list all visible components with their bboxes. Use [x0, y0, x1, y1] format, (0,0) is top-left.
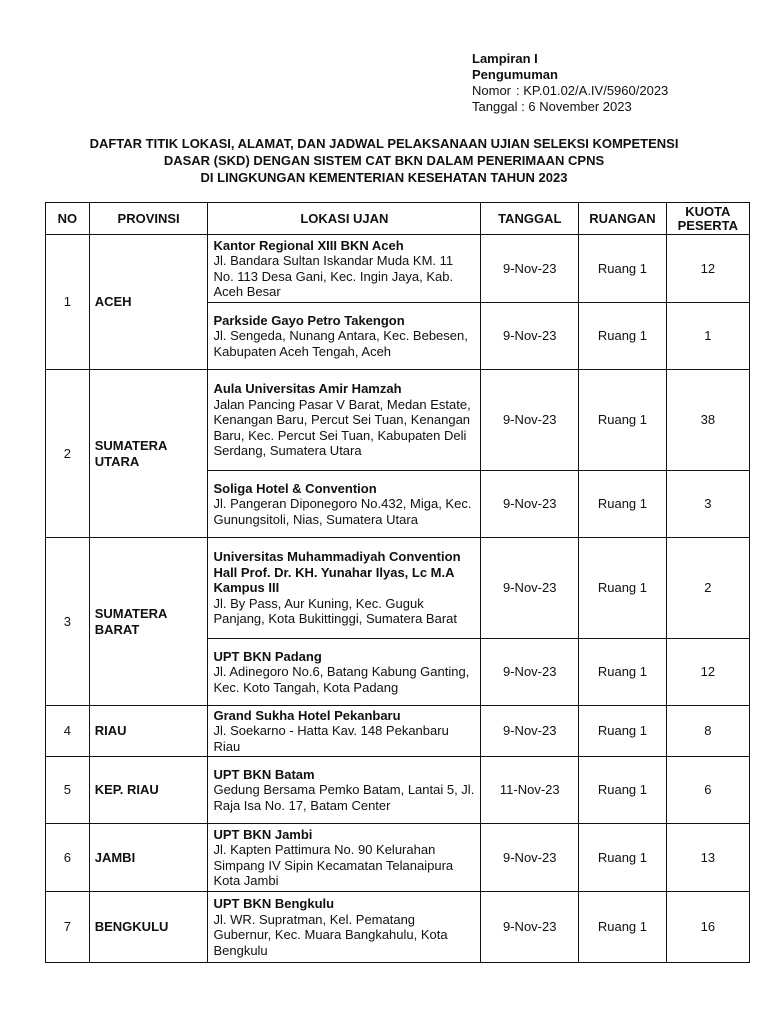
cell-no: 6 [46, 824, 90, 892]
cell-lokasi [208, 538, 481, 639]
table-row [46, 538, 750, 639]
location-name: Kantor Regional XIII BKN Aceh [213, 237, 404, 253]
document-title [0, 135, 768, 186]
cell-ruangan: Ruang 1 [579, 471, 666, 538]
location-address: Jl. WR. Supratman, Kel. Pematang Gubernur, Kec. Muara Bangkahulu, Kota Bengkulu [213, 911, 448, 958]
cell-ruangan: Ruang 1 [579, 706, 666, 757]
header-kuota: KUOTA PESERTA [666, 203, 749, 235]
location-address: Jl. Bandara Sultan Iskandar Muda KM. 11 No. 113 Desa Gani, Kec. Ingin Jaya, Kab. Aceh Besar [213, 253, 454, 299]
cell-kuota: 8 [666, 706, 749, 757]
cell-provinsi: ACEH [89, 235, 208, 370]
location-address: Jl. By Pass, Aur Kuning, Kec. Guguk Panjang, Kota Bukittinggi, Sumatera Barat [213, 595, 457, 627]
pengumuman-label: Pengumuman [472, 67, 558, 82]
nomor-label: Nomor [472, 83, 512, 98]
cell-ruangan: Ruang 1 [579, 303, 666, 370]
cell-kuota: 13 [666, 824, 749, 892]
cell-provinsi: KEP. RIAU [89, 757, 208, 824]
location-name: Aula Universitas Amir Hamzah [213, 381, 402, 397]
table-header-row [46, 203, 750, 235]
cell-kuota: 1 [666, 303, 749, 370]
location-address: Jl. Kapten Pattimura No. 90 Kelurahan Simpang IV Sipin Kecamatan Telanaipura Kota Jambi [213, 842, 454, 888]
cell-lokasi [208, 639, 481, 706]
cell-provinsi: JAMBI [89, 824, 208, 892]
document-header [472, 51, 668, 115]
title-line-3: DI LINGKUNGAN KEMENTERIAN KESEHATAN TAHUN 2023 [200, 170, 568, 185]
cell-ruangan: Ruang 1 [579, 824, 666, 892]
cell-lokasi [208, 892, 481, 963]
cell-no: 2 [46, 370, 90, 538]
cell-tanggal: 9-Nov-23 [481, 706, 579, 757]
cell-tanggal: 9-Nov-23 [481, 892, 579, 963]
nomor-row [472, 83, 668, 99]
location-address: Jl. Pangeran Diponegoro No.432, Miga, Kec. Gunungsitoli, Nias, Sumatera Utara [213, 496, 472, 527]
schedule-table [45, 202, 750, 963]
cell-tanggal: 9-Nov-23 [481, 370, 579, 471]
header-no: NO [46, 203, 90, 235]
cell-provinsi: BENGKULU [89, 892, 208, 963]
table-row [46, 757, 750, 824]
cell-lokasi [208, 824, 481, 892]
cell-no: 5 [46, 757, 90, 824]
location-name: UPT BKN Bengkulu [213, 896, 335, 911]
cell-ruangan: Ruang 1 [579, 892, 666, 963]
cell-lokasi [208, 370, 481, 471]
location-name: Grand Sukha Hotel Pekanbaru [213, 707, 401, 723]
title-line-2: DASAR (SKD) DENGAN SISTEM CAT BKN DALAM PENERIMAAN CPNS [163, 153, 605, 168]
cell-no: 1 [46, 235, 90, 370]
header-provinsi: PROVINSI [89, 203, 208, 235]
cell-tanggal: 9-Nov-23 [481, 303, 579, 370]
table-row [46, 370, 750, 471]
cell-ruangan: Ruang 1 [579, 370, 666, 471]
header-lokasi: LOKASI UJAN [208, 203, 481, 235]
cell-no: 3 [46, 538, 90, 706]
cell-provinsi: SUMATERA UTARA [89, 370, 208, 538]
cell-ruangan: Ruang 1 [579, 757, 666, 824]
cell-kuota: 3 [666, 471, 749, 538]
cell-lokasi [208, 235, 481, 303]
location-address: Jl. Sengeda, Nunang Antara, Kec. Bebesen, Kabupaten Aceh Tengah, Aceh [213, 328, 468, 359]
lampiran-label: Lampiran I [472, 51, 538, 66]
title-line-1: DAFTAR TITIK LOKASI, ALAMAT, DAN JADWAL PELAKSANAAN UJIAN SELEKSI KOMPETENSI [89, 136, 679, 151]
table-row [46, 892, 750, 963]
cell-kuota: 12 [666, 639, 749, 706]
cell-provinsi: RIAU [89, 706, 208, 757]
cell-no: 4 [46, 706, 90, 757]
cell-kuota: 6 [666, 757, 749, 824]
cell-tanggal: 9-Nov-23 [481, 235, 579, 303]
header-tanggal: TANGGAL [481, 203, 579, 235]
cell-lokasi [208, 706, 481, 757]
location-address: Jl. Soekarno - Hatta Kav. 148 Pekanbaru Riau [213, 723, 449, 754]
nomor-value: : KP.01.02/A.IV/5960/2023 [516, 83, 669, 98]
cell-kuota: 2 [666, 538, 749, 639]
cell-ruangan: Ruang 1 [579, 538, 666, 639]
cell-provinsi: SUMATERA BARAT [89, 538, 208, 706]
cell-tanggal: 9-Nov-23 [481, 824, 579, 892]
location-address: Jalan Pancing Pasar V Barat, Medan Estate, Kenangan Baru, Percut Sei Tuan, Kenangan Baru, Kec. Percut Sei Tuan, Kabupaten Deli Serdang, Sumatera Utara [213, 396, 471, 459]
cell-lokasi [208, 471, 481, 538]
cell-no: 7 [46, 892, 90, 963]
table-body [46, 235, 750, 963]
cell-tanggal: 9-Nov-23 [481, 471, 579, 538]
cell-tanggal: 9-Nov-23 [481, 538, 579, 639]
cell-kuota: 38 [666, 370, 749, 471]
table-row [46, 706, 750, 757]
location-name: Soliga Hotel & Convention [213, 480, 377, 496]
tanggal-line: Tanggal : 6 November 2023 [472, 99, 632, 114]
cell-lokasi [208, 757, 481, 824]
location-name: Parkside Gayo Petro Takengon [213, 312, 405, 328]
cell-ruangan: Ruang 1 [579, 235, 666, 303]
cell-ruangan: Ruang 1 [579, 639, 666, 706]
table-row [46, 824, 750, 892]
location-address: Gedung Bersama Pemko Batam, Lantai 5, Jl. Raja Isa No. 17, Batam Center [213, 782, 475, 813]
location-name: UPT BKN Batam [213, 766, 315, 782]
location-name: UPT BKN Jambi [213, 826, 313, 842]
cell-tanggal: 11-Nov-23 [481, 757, 579, 824]
cell-kuota: 16 [666, 892, 749, 963]
cell-kuota: 12 [666, 235, 749, 303]
location-address: Jl. Adinegoro No.6, Batang Kabung Ganting, Kec. Koto Tangah, Kota Padang [213, 664, 470, 695]
cell-lokasi [208, 303, 481, 370]
table-row [46, 235, 750, 303]
cell-tanggal: 9-Nov-23 [481, 639, 579, 706]
location-name: Universitas Muhammadiyah Convention Hall Prof. Dr. KH. Yunahar Ilyas, Lc M.A Kampus III [213, 549, 461, 596]
location-name: UPT BKN Padang [213, 648, 322, 664]
header-ruangan: RUANGAN [579, 203, 666, 235]
